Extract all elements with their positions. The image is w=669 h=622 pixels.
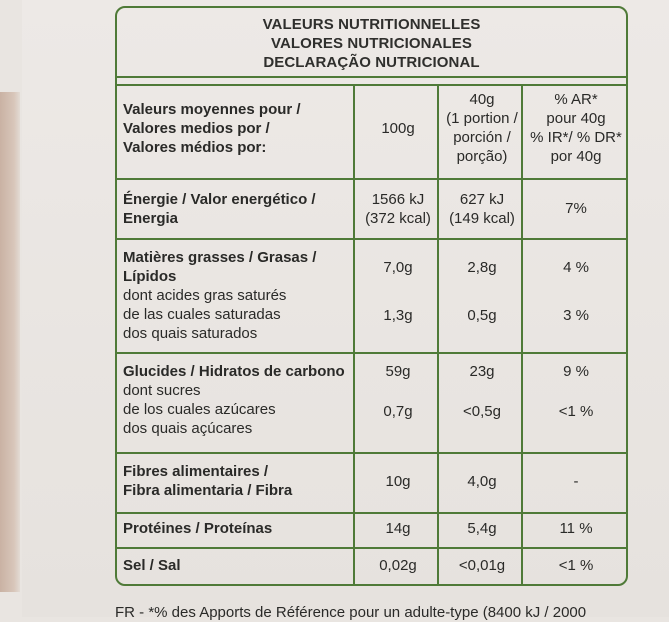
row-protein-ar: 11 % xyxy=(559,520,593,537)
header-spanish: VALORES NUTRICIONALES xyxy=(271,34,472,52)
row-energy-100g: 1566 kJ (372 kcal) xyxy=(365,191,431,227)
column-divider xyxy=(353,84,355,586)
row-sugars-ar: <1 % xyxy=(558,403,594,420)
divider xyxy=(116,547,627,549)
background-shadow xyxy=(0,92,20,592)
row-fat-label: Matières grasses / Grasas / Lípidos dont acides gras saturés de las cuales saturadas dos quais saturados xyxy=(123,248,353,343)
nutrition-table xyxy=(115,6,628,586)
row-fibre-label: Fibres alimentaires / Fibra alimentaria / Fibra xyxy=(123,463,293,499)
row-saturates-portion: 0,5g xyxy=(467,307,497,324)
row-fibre-ar: - xyxy=(573,473,579,490)
row-salt-portion: <0,01g xyxy=(458,557,506,574)
row-energy-label: Énergie / Valor energético / Energia xyxy=(123,191,316,227)
divider xyxy=(116,178,627,180)
header-portuguese: DECLARAÇÃO NUTRICIONAL xyxy=(263,53,480,71)
column-divider xyxy=(437,84,439,586)
row-fibre-portion: 4,0g xyxy=(467,473,497,490)
row-salt-100g: 0,02g xyxy=(379,557,417,574)
table-header xyxy=(117,8,626,78)
column-header-reference-intake: % AR* pour 40g % IR*/ % DR* por 40g xyxy=(530,91,622,165)
column-header-100g: 100g xyxy=(381,120,415,137)
divider xyxy=(116,512,627,514)
row-sugars-label: dont sucres de los cuales azúcares dos quais açúcares xyxy=(123,382,276,437)
row-carbs-ar: 9 % xyxy=(563,363,589,380)
row-energy-ar: 7% xyxy=(565,200,587,217)
column-header-portion: 40g (1 portion / porción / porção) xyxy=(446,91,518,165)
divider xyxy=(116,352,627,354)
row-fibre-100g: 10g xyxy=(385,473,411,490)
column-header-label: Valeurs moyennes pour / Valores medios por / Valores médios por: xyxy=(123,101,301,156)
row-protein-portion: 5,4g xyxy=(467,520,497,537)
row-saturates-ar: 3 % xyxy=(563,307,589,324)
row-protein-label: Protéines / Proteínas xyxy=(123,520,273,537)
row-sugars-portion: <0,5g xyxy=(463,403,501,420)
row-sugars-100g: 0,7g xyxy=(383,403,413,420)
row-saturates-100g: 1,3g xyxy=(383,307,413,324)
divider xyxy=(116,76,627,78)
row-fat-portion: 2,8g xyxy=(467,259,497,276)
row-carbs-portion: 23g xyxy=(469,363,495,380)
row-fat-ar: 4 % xyxy=(563,259,589,276)
row-protein-100g: 14g xyxy=(385,520,411,537)
divider xyxy=(116,238,627,240)
row-fat-100g: 7,0g xyxy=(383,259,413,276)
row-carbs-label: Glucides / Hidratos de carbono dont sucres de los cuales azúcares dos quais açúcares xyxy=(123,362,353,438)
row-carbs-100g: 59g xyxy=(385,363,411,380)
divider xyxy=(116,84,627,86)
row-energy-portion: 627 kJ (149 kcal) xyxy=(449,191,515,227)
row-salt-label: Sel / Sal xyxy=(123,557,181,574)
header-french: VALEURS NUTRITIONNELLES xyxy=(262,15,481,33)
footnote: FR - *% des Apports de Référence pour un adulte-type (8400 kJ / 2000 xyxy=(115,604,587,621)
row-salt-ar: <1 % xyxy=(558,557,594,574)
row-saturates-label: dont acides gras saturés de las cuales saturadas dos quais saturados xyxy=(123,287,287,342)
package-surface xyxy=(22,0,669,621)
divider xyxy=(116,452,627,454)
